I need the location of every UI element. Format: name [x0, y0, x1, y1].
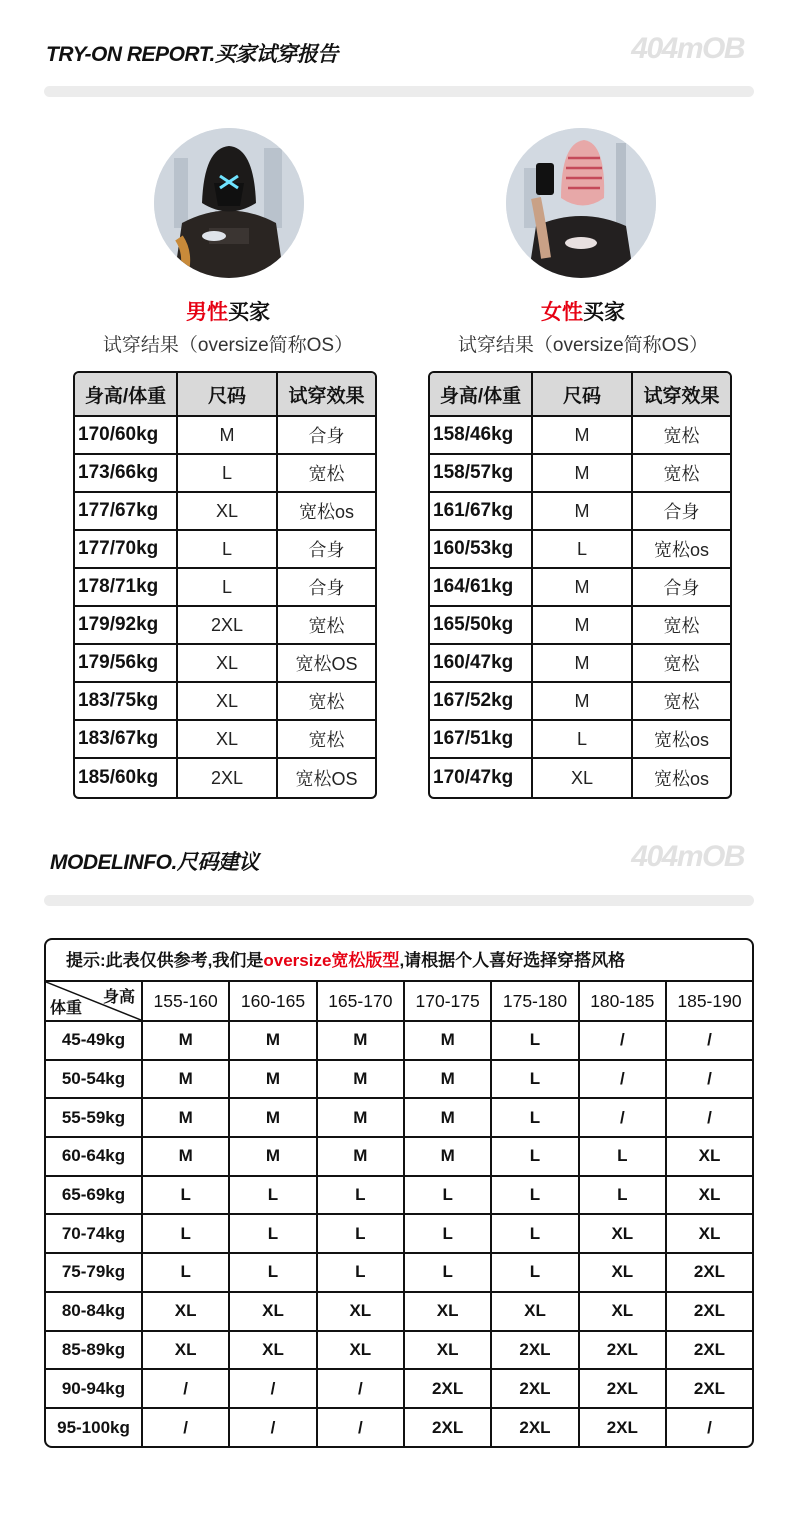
table-row	[75, 645, 375, 683]
fit-result-cell: 宽松	[278, 721, 375, 759]
male-avatar	[154, 128, 304, 278]
recommended-size-cell: XL	[491, 1292, 578, 1331]
table-row	[75, 721, 375, 759]
size-cell: 2XL	[178, 759, 278, 797]
brand-logo: 404mOB	[631, 840, 744, 873]
height-range-header: 160-165	[229, 982, 316, 1021]
size-cell: M	[533, 683, 633, 721]
table-row	[75, 759, 375, 797]
recommended-size-cell: M	[142, 1098, 229, 1137]
recommended-size-cell: M	[317, 1021, 404, 1060]
recommended-size-cell: /	[666, 1021, 752, 1060]
recommended-size-cell: 2XL	[404, 1408, 491, 1447]
recommended-size-cell: 2XL	[666, 1369, 752, 1408]
tip-suffix: ,请根据个人喜好选择穿搭风格	[399, 951, 626, 970]
recommended-size-cell: XL	[666, 1176, 752, 1215]
recommended-size-cell: L	[404, 1176, 491, 1215]
weight-range-cell: 50-54kg	[46, 1060, 142, 1099]
height-range-header: 180-185	[579, 982, 666, 1021]
recommended-size-cell: L	[404, 1214, 491, 1253]
size-cell: L	[178, 531, 278, 569]
corner-weight-label: 体重	[50, 1000, 83, 1017]
table-row	[75, 683, 375, 721]
size-grid-row	[46, 1331, 752, 1370]
recommended-size-cell: L	[491, 1021, 578, 1060]
fit-result-cell: 合身	[633, 569, 730, 607]
table-row	[75, 493, 375, 531]
size-cell: M	[533, 569, 633, 607]
recommended-size-cell: 2XL	[404, 1369, 491, 1408]
size-grid-row	[46, 1021, 752, 1060]
height-range-header: 170-175	[404, 982, 491, 1021]
height-weight-cell: 177/70kg	[75, 531, 178, 569]
size-cell: M	[533, 455, 633, 493]
recommended-size-cell: L	[491, 1214, 578, 1253]
recommended-size-cell: M	[229, 1060, 316, 1099]
male-buyer-title	[73, 296, 383, 326]
fit-result-cell: 宽松	[633, 645, 730, 683]
recommended-size-cell: L	[229, 1214, 316, 1253]
recommended-size-cell: L	[579, 1176, 666, 1215]
size-grid-row	[46, 1060, 752, 1099]
weight-range-cell: 75-79kg	[46, 1253, 142, 1292]
fit-result-cell: 宽松	[278, 607, 375, 645]
size-grid-row	[46, 1214, 752, 1253]
recommended-size-cell: L	[491, 1098, 578, 1137]
corner-height-label: 身高	[102, 989, 135, 1006]
recommended-size-cell: 2XL	[666, 1331, 752, 1370]
fit-result-cell: 宽松OS	[278, 645, 375, 683]
height-weight-cell: 164/61kg	[430, 569, 533, 607]
height-weight-cell: 160/47kg	[430, 645, 533, 683]
table-row	[75, 531, 375, 569]
female-title-highlight: 女性	[541, 301, 583, 324]
size-cell: L	[178, 569, 278, 607]
height-weight-cell: 185/60kg	[75, 759, 178, 797]
divider-bar	[44, 895, 754, 906]
recommended-size-cell: XL	[229, 1292, 316, 1331]
recommended-size-cell: XL	[404, 1331, 491, 1370]
size-grid	[46, 982, 752, 1447]
fit-result-cell: 合身	[278, 531, 375, 569]
recommended-size-cell: /	[666, 1098, 752, 1137]
fit-result-cell: 宽松OS	[295, 769, 358, 789]
recommended-size-cell: M	[317, 1137, 404, 1176]
size-cell: XL	[178, 493, 278, 531]
table-row	[75, 455, 375, 493]
recommended-size-cell: M	[317, 1060, 404, 1099]
size-cell: XL	[178, 645, 278, 683]
table-row	[430, 721, 730, 759]
weight-range-cell: 80-84kg	[46, 1292, 142, 1331]
recommended-size-cell: L	[404, 1253, 491, 1292]
male-title-rest: 买家	[228, 301, 270, 324]
table-row	[430, 417, 730, 455]
recommended-size-cell: M	[404, 1021, 491, 1060]
recommended-size-cell: 2XL	[491, 1331, 578, 1370]
recommended-size-cell: /	[317, 1408, 404, 1447]
fit-result-cell: 宽松os	[653, 769, 709, 789]
height-weight-cell: 173/66kg	[75, 455, 178, 493]
male-fit-table	[73, 371, 377, 799]
height-weight-cell: 158/46kg	[430, 417, 533, 455]
size-grid-row	[46, 1137, 752, 1176]
column-header: 试穿效果	[633, 373, 730, 417]
height-weight-cell: 165/50kg	[430, 607, 533, 645]
size-cell: 2XL	[178, 607, 278, 645]
height-range-header: 175-180	[491, 982, 578, 1021]
size-grid-row	[46, 1292, 752, 1331]
size-grid-row	[46, 1408, 752, 1447]
height-weight-cell: 170/47kg	[430, 759, 533, 797]
female-fit-table	[428, 371, 732, 799]
weight-range-cell: 55-59kg	[46, 1098, 142, 1137]
recommended-size-cell: XL	[579, 1292, 666, 1331]
recommended-size-cell: L	[317, 1176, 404, 1215]
table-row	[75, 569, 375, 607]
column-header: 尺码	[178, 373, 278, 417]
table-header-row	[430, 373, 730, 417]
recommended-size-cell: XL	[317, 1331, 404, 1370]
size-cell: L	[533, 531, 633, 569]
recommended-size-cell: M	[229, 1098, 316, 1137]
fit-result-cell: 宽松	[278, 455, 375, 493]
recommended-size-cell: XL	[579, 1214, 666, 1253]
recommended-size-cell: L	[579, 1137, 666, 1176]
fit-result-cell: 宽松	[633, 455, 730, 493]
recommended-size-cell: XL	[317, 1292, 404, 1331]
fit-result-cell: 宽松	[278, 683, 375, 721]
recommended-size-cell: L	[491, 1253, 578, 1292]
height-weight-cell: 183/67kg	[75, 721, 178, 759]
size-cell: XL	[178, 721, 278, 759]
recommended-size-cell: XL	[142, 1331, 229, 1370]
recommended-size-cell: L	[229, 1253, 316, 1292]
size-grid-row	[46, 1098, 752, 1137]
recommended-size-cell: M	[404, 1098, 491, 1137]
size-cell: M	[178, 417, 278, 455]
fit-result-cell: 宽松	[633, 683, 730, 721]
male-buyer-subtitle: 试穿结果（oversize简称OS）	[102, 335, 354, 356]
height-header-row	[46, 982, 752, 1021]
recommended-size-cell: /	[666, 1060, 752, 1099]
recommended-size-cell: /	[142, 1408, 229, 1447]
height-weight-cell: 170/60kg	[75, 417, 178, 455]
report-header	[46, 32, 754, 78]
size-grid-row	[46, 1176, 752, 1215]
recommended-size-cell: L	[142, 1214, 229, 1253]
female-buyer-subtitle: 试穿结果（oversize简称OS）	[457, 335, 709, 356]
size-cell: M	[533, 645, 633, 683]
divider-bar	[44, 86, 754, 97]
height-weight-cell: 183/75kg	[75, 683, 178, 721]
table-row	[430, 455, 730, 493]
recommended-size-cell: L	[317, 1253, 404, 1292]
recommended-size-cell: /	[579, 1098, 666, 1137]
fit-result-cell: 合身	[633, 493, 730, 531]
weight-range-cell: 65-69kg	[46, 1176, 142, 1215]
tip-prefix: 提示:此表仅供参考,我们是	[66, 951, 264, 970]
height-range-header: 155-160	[142, 982, 229, 1021]
female-title-rest: 买家	[583, 301, 625, 324]
column-header: 尺码	[533, 373, 633, 417]
recommended-size-cell: L	[491, 1137, 578, 1176]
table-row	[430, 645, 730, 683]
recommended-size-cell: L	[317, 1214, 404, 1253]
table-row	[430, 607, 730, 645]
recommended-size-cell: /	[229, 1408, 316, 1447]
height-weight-cell: 179/92kg	[75, 607, 178, 645]
weight-range-cell: 90-94kg	[46, 1369, 142, 1408]
height-weight-cell: 179/56kg	[75, 645, 178, 683]
size-cell: M	[533, 417, 633, 455]
fit-result-cell: 宽松	[633, 607, 730, 645]
report-title: TRY-ON REPORT.买家试穿报告	[46, 43, 338, 66]
recommended-size-cell: M	[229, 1137, 316, 1176]
recommended-size-cell: M	[229, 1021, 316, 1060]
height-range-header: 165-170	[317, 982, 404, 1021]
recommended-size-cell: /	[579, 1060, 666, 1099]
recommended-size-cell: /	[579, 1021, 666, 1060]
table-row	[430, 531, 730, 569]
recommended-size-cell: M	[142, 1137, 229, 1176]
recommended-size-cell: /	[229, 1369, 316, 1408]
female-avatar	[506, 128, 656, 278]
tip-highlight: oversize宽松版型	[263, 951, 400, 970]
table-row	[75, 417, 375, 455]
recommended-size-cell: 2XL	[579, 1369, 666, 1408]
recommended-size-cell: 2XL	[666, 1253, 752, 1292]
recommended-size-cell: L	[491, 1060, 578, 1099]
recommended-size-cell: L	[142, 1253, 229, 1292]
weight-range-cell: 95-100kg	[46, 1408, 142, 1447]
fit-result-cell: 宽松os	[278, 493, 375, 531]
height-weight-cell: 161/67kg	[430, 493, 533, 531]
size-cell: L	[533, 721, 633, 759]
table-row	[430, 759, 730, 797]
size-cell: L	[178, 455, 278, 493]
height-range-header: 185-190	[666, 982, 752, 1021]
table-row	[430, 569, 730, 607]
recommended-size-cell: L	[491, 1176, 578, 1215]
corner-cell	[46, 982, 142, 1021]
recommended-size-cell: XL	[404, 1292, 491, 1331]
table-row	[75, 607, 375, 645]
recommended-size-cell: 2XL	[666, 1292, 752, 1331]
table-row	[430, 683, 730, 721]
weight-range-cell: 70-74kg	[46, 1214, 142, 1253]
column-header: 身高/体重	[75, 373, 178, 417]
size-grid-row	[46, 1369, 752, 1408]
fit-result-cell: 宽松	[633, 417, 730, 455]
recommended-size-cell: M	[317, 1098, 404, 1137]
recommended-size-cell: M	[142, 1021, 229, 1060]
height-weight-cell: 167/52kg	[430, 683, 533, 721]
male-title-highlight: 男性	[186, 301, 228, 324]
recommended-size-cell: XL	[666, 1137, 752, 1176]
recommended-size-cell: M	[142, 1060, 229, 1099]
fit-result-cell: 宽松os	[633, 721, 730, 759]
size-cell: XL	[533, 759, 633, 797]
recommended-size-cell: 2XL	[579, 1331, 666, 1370]
recommended-size-cell: /	[707, 1417, 712, 1437]
recommended-size-cell: 2XL	[491, 1369, 578, 1408]
model-info-title: MODELINFO.尺码建议	[50, 851, 259, 874]
size-grid-row	[46, 1253, 752, 1292]
column-header: 身高/体重	[430, 373, 533, 417]
size-cell: M	[533, 607, 633, 645]
weight-range-cell: 60-64kg	[46, 1137, 142, 1176]
size-cell: M	[533, 493, 633, 531]
height-weight-cell: 167/51kg	[430, 721, 533, 759]
recommended-size-cell: XL	[579, 1253, 666, 1292]
size-cell: XL	[178, 683, 278, 721]
size-chart	[44, 938, 754, 1448]
recommended-size-cell: XL	[229, 1331, 316, 1370]
recommended-size-cell: L	[229, 1176, 316, 1215]
recommended-size-cell: /	[317, 1369, 404, 1408]
recommended-size-cell: 2XL	[579, 1408, 666, 1447]
fit-result-cell: 合身	[278, 569, 375, 607]
height-weight-cell: 178/71kg	[75, 569, 178, 607]
recommended-size-cell: /	[142, 1369, 229, 1408]
column-header: 试穿效果	[278, 373, 375, 417]
recommended-size-cell: L	[142, 1176, 229, 1215]
model-info-header	[50, 840, 758, 886]
height-weight-cell: 158/57kg	[430, 455, 533, 493]
fit-result-cell: 合身	[278, 417, 375, 455]
table-row	[430, 493, 730, 531]
height-weight-cell: 160/53kg	[430, 531, 533, 569]
recommended-size-cell: XL	[142, 1292, 229, 1331]
table-header-row	[75, 373, 375, 417]
size-chart-tip	[46, 940, 752, 982]
weight-range-cell: 45-49kg	[46, 1021, 142, 1060]
recommended-size-cell: 2XL	[491, 1408, 578, 1447]
recommended-size-cell: XL	[666, 1214, 752, 1253]
recommended-size-cell: M	[404, 1137, 491, 1176]
brand-logo: 404mOB	[631, 32, 744, 65]
recommended-size-cell: M	[404, 1060, 491, 1099]
height-weight-cell: 177/67kg	[75, 493, 178, 531]
fit-result-cell: 宽松os	[633, 531, 730, 569]
weight-range-cell: 85-89kg	[46, 1331, 142, 1370]
female-buyer-title	[428, 296, 738, 326]
